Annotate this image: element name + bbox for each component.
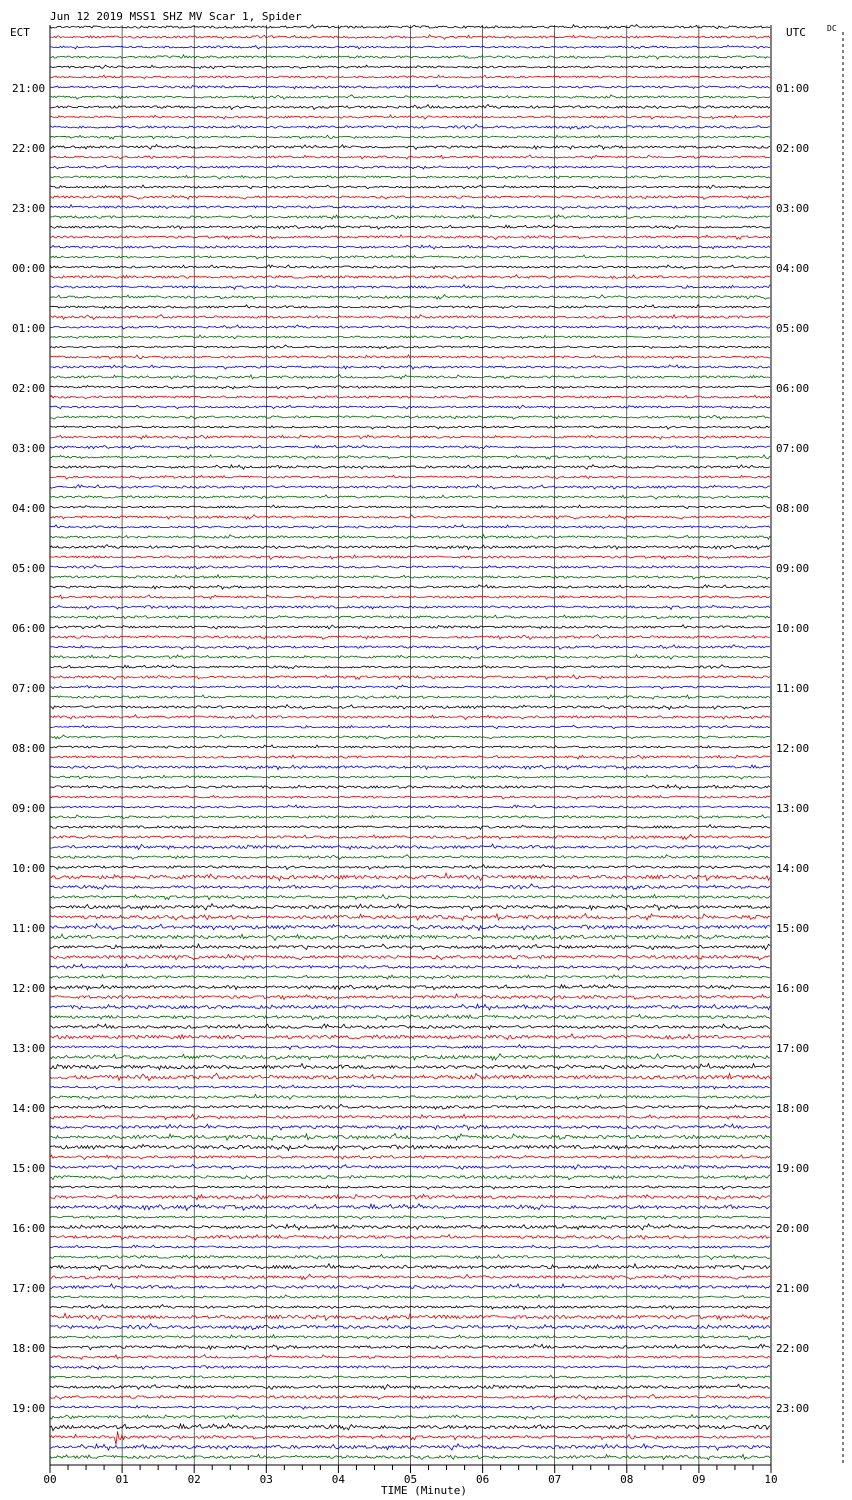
trace-line: [50, 1085, 770, 1089]
trace-line: [50, 685, 770, 689]
trace-line: [50, 805, 770, 809]
trace-line: [50, 1255, 770, 1260]
trace-line: [50, 855, 770, 860]
trace-line: [50, 1454, 770, 1459]
trace-line: [50, 426, 770, 429]
trace-line: [50, 65, 770, 69]
x-tick-label-07: 07: [548, 1473, 562, 1486]
trace-line: [50, 865, 770, 870]
trace-line: [50, 355, 770, 359]
right-hour-label: 14:00: [776, 862, 810, 875]
trace-line: [50, 1186, 770, 1190]
trace-line: [50, 975, 770, 979]
trace-line: [50, 1431, 770, 1444]
trace-line: [50, 1355, 770, 1360]
x-axis-ticks: [43, 1465, 777, 1486]
trace-line: [50, 1165, 770, 1170]
trace-line: [50, 1034, 770, 1040]
trace-line: [50, 525, 770, 529]
right-hour-label: 01:00: [776, 82, 810, 95]
trace-line: [50, 155, 770, 159]
trace-line: [50, 1394, 770, 1399]
trace-line: [50, 994, 770, 1000]
trace-line: [50, 1124, 770, 1130]
right-hour-label: 03:00: [776, 202, 810, 215]
trace-line: [50, 934, 770, 940]
right-hour-label: 20:00: [776, 1222, 810, 1235]
x-axis-label: TIME (Minute): [380, 1484, 468, 1497]
x-tick-label-08: 08: [620, 1473, 634, 1486]
trace-line: [50, 1234, 770, 1239]
left-hour-label: 11:00: [12, 922, 46, 935]
trace-line: [50, 655, 770, 659]
trace-line: [50, 295, 770, 300]
trace-line: [50, 1073, 770, 1080]
x-tick-label-00: 00: [43, 1473, 57, 1486]
left-hour-label: 05:00: [12, 562, 46, 575]
trace-line: [50, 195, 770, 199]
trace-line: [50, 555, 770, 559]
trace-line: [50, 495, 770, 499]
trace-line: [50, 175, 770, 179]
trace-line: [50, 665, 770, 669]
trace-line: [50, 335, 770, 339]
trace-line: [50, 765, 770, 770]
trace-line: [50, 715, 770, 720]
trace-line: [50, 275, 770, 279]
trace-line: [50, 365, 770, 369]
trace-line: [50, 1045, 770, 1050]
right-hour-label: 05:00: [776, 322, 810, 335]
trace-line: [50, 85, 770, 89]
grid-lines: [50, 25, 771, 1465]
trace-line: [50, 844, 770, 849]
left-axis-label: ECT: [10, 26, 30, 39]
trace-line: [50, 1094, 770, 1099]
trace-line: [50, 285, 770, 290]
right-hour-label: 02:00: [776, 142, 810, 155]
trace-line: [50, 1384, 770, 1389]
trace-line: [50, 585, 770, 589]
trace-line: [50, 895, 770, 900]
left-hour-label: 14:00: [12, 1102, 46, 1115]
trace-line: [50, 575, 770, 580]
trace-line: [50, 245, 770, 249]
right-hour-label: 22:00: [776, 1342, 810, 1355]
trace-line: [50, 185, 770, 189]
trace-line: [50, 1284, 770, 1289]
trace-line: [50, 1175, 770, 1180]
trace-line: [50, 1375, 770, 1378]
x-tick-label-01: 01: [115, 1473, 129, 1486]
trace-line: [50, 605, 770, 609]
x-tick-label-03: 03: [259, 1473, 273, 1486]
trace-line: [50, 1305, 770, 1310]
left-hour-label: 09:00: [12, 802, 46, 815]
left-hour-label: 08:00: [12, 742, 46, 755]
trace-line: [50, 205, 770, 210]
trace-line: [50, 1014, 770, 1020]
trace-line: [50, 815, 770, 819]
left-hour-label: 12:00: [12, 982, 46, 995]
left-hour-label: 00:00: [12, 262, 46, 275]
trace-line: [50, 255, 770, 259]
trace-line: [50, 705, 770, 710]
trace-line: [50, 834, 770, 839]
left-hour-label: 17:00: [12, 1282, 46, 1295]
trace-line: [50, 455, 770, 459]
trace-group: [50, 25, 770, 1460]
trace-line: [50, 1063, 770, 1069]
trace-line: [50, 325, 770, 329]
right-hour-label: 23:00: [776, 1402, 810, 1415]
trace-line: [50, 75, 770, 78]
x-tick-label-04: 04: [331, 1473, 346, 1486]
trace-line: [50, 1245, 770, 1249]
left-hour-label: 22:00: [12, 142, 46, 155]
corner-label: DC: [827, 24, 837, 33]
trace-line: [50, 1155, 770, 1159]
right-hour-label: 11:00: [776, 682, 810, 695]
right-axis-label: UTC: [786, 26, 806, 39]
trace-line: [50, 1365, 770, 1369]
trace-line: [50, 565, 770, 569]
trace-line: [50, 1405, 770, 1410]
trace-line: [50, 1274, 770, 1279]
trace-line: [50, 645, 770, 650]
trace-line: [50, 305, 770, 309]
trace-line: [50, 1194, 770, 1200]
trace-line: [50, 445, 770, 449]
trace-line: [50, 954, 770, 960]
x-tick-label-02: 02: [187, 1473, 201, 1486]
trace-line: [50, 1264, 770, 1271]
trace-line: [50, 1313, 770, 1320]
trace-line: [50, 265, 770, 269]
trace-line: [50, 1335, 770, 1340]
right-hour-label: 13:00: [776, 802, 810, 815]
trace-line: [50, 795, 770, 799]
right-hour-label: 09:00: [776, 562, 810, 575]
trace-line: [50, 904, 770, 911]
trace-line: [50, 215, 770, 219]
trace-line: [50, 1224, 770, 1230]
left-hour-label: 18:00: [12, 1342, 46, 1355]
trace-line: [50, 1114, 770, 1119]
right-hour-label: 18:00: [776, 1102, 810, 1115]
right-hour-label: 07:00: [776, 442, 810, 455]
trace-line: [50, 225, 770, 229]
trace-line: [50, 873, 770, 881]
trace-line: [50, 1024, 770, 1029]
trace-line: [50, 615, 770, 619]
left-hour-label: 06:00: [12, 622, 46, 635]
left-hour-label: 15:00: [12, 1162, 46, 1175]
trace-line: [50, 884, 770, 890]
trace-line: [50, 1215, 770, 1219]
left-hour-label: 13:00: [12, 1042, 46, 1055]
left-hour-label: 19:00: [12, 1402, 46, 1415]
left-hour-label: 07:00: [12, 682, 46, 695]
trace-line: [50, 755, 770, 759]
trace-line: [50, 535, 770, 540]
right-hour-label: 16:00: [776, 982, 810, 995]
x-tick-label-10: 10: [764, 1473, 778, 1486]
x-tick-label-06: 06: [475, 1473, 490, 1486]
trace-line: [50, 95, 770, 99]
trace-line: [50, 235, 770, 240]
left-hour-label: 10:00: [12, 862, 46, 875]
left-hour-label: 16:00: [12, 1222, 46, 1235]
trace-line: [50, 1444, 770, 1451]
trace-line: [50, 165, 770, 169]
trace-line: [50, 675, 770, 680]
trace-line: [50, 375, 770, 380]
left-hour-label: 04:00: [12, 502, 46, 515]
left-hour-label: 03:00: [12, 442, 46, 455]
trace-line: [50, 345, 770, 349]
trace-line: [50, 115, 770, 119]
trace-line: [50, 1344, 770, 1350]
right-hour-label: 08:00: [776, 502, 810, 515]
trace-line: [50, 145, 770, 150]
trace-line: [50, 595, 770, 599]
trace-line: [50, 1104, 770, 1109]
trace-line: [50, 415, 770, 419]
trace-line: [50, 465, 770, 470]
trace-line: [50, 405, 770, 408]
chart-title: Jun 12 2019 MSS1 SHZ MV Scar 1, Spider: [50, 10, 302, 23]
trace-line: [50, 485, 770, 489]
trace-line: [50, 1295, 770, 1298]
right-hour-label: 12:00: [776, 742, 810, 755]
trace-line: [50, 1054, 770, 1060]
trace-line: [50, 435, 770, 439]
right-hour-label: 04:00: [776, 262, 810, 275]
trace-line: [50, 385, 770, 389]
trace-line: [50, 1324, 770, 1330]
trace-line: [50, 475, 770, 479]
trace-line: [50, 745, 770, 749]
trace-line: [50, 315, 770, 320]
right-hour-label: 21:00: [776, 1282, 810, 1295]
x-tick-label-09: 09: [692, 1473, 706, 1486]
trace-line: [50, 545, 770, 550]
trace-line: [50, 735, 770, 739]
trace-line: [50, 515, 770, 519]
trace-line: [50, 625, 770, 629]
trace-line: [50, 1144, 770, 1150]
trace-line: [50, 55, 770, 59]
right-hour-label: 19:00: [776, 1162, 810, 1175]
trace-line: [50, 1133, 770, 1140]
trace-line: [50, 135, 770, 139]
trace-line: [50, 124, 770, 129]
trace-line: [50, 775, 770, 779]
trace-line: [50, 695, 770, 699]
right-hour-label: 10:00: [776, 622, 810, 635]
left-hour-label: 01:00: [12, 322, 46, 335]
trace-line: [50, 35, 770, 39]
trace-line: [50, 45, 770, 49]
left-hour-label: 21:00: [12, 82, 46, 95]
trace-line: [50, 635, 770, 640]
right-hour-label: 06:00: [776, 382, 810, 395]
left-hour-label: 02:00: [12, 382, 46, 395]
trace-line: [50, 725, 770, 729]
right-hour-label: 15:00: [776, 922, 810, 935]
trace-line: [50, 944, 770, 950]
trace-line: [50, 924, 770, 931]
trace-line: [50, 964, 770, 970]
trace-line: [50, 984, 770, 989]
trace-line: [50, 825, 770, 830]
left-hour-label: 23:00: [12, 202, 46, 215]
trace-line: [50, 105, 770, 110]
trace-line: [50, 25, 770, 29]
trace-line: [50, 1204, 770, 1211]
x-tick-label-05: 05: [403, 1473, 418, 1486]
trace-line: [50, 913, 770, 920]
trace-line: [50, 1004, 770, 1010]
right-hour-label: 17:00: [776, 1042, 810, 1055]
trace-line: [50, 1415, 770, 1420]
trace-line: [50, 785, 770, 790]
trace-line: [50, 1424, 770, 1431]
trace-line: [50, 395, 770, 399]
trace-line: [50, 505, 770, 509]
